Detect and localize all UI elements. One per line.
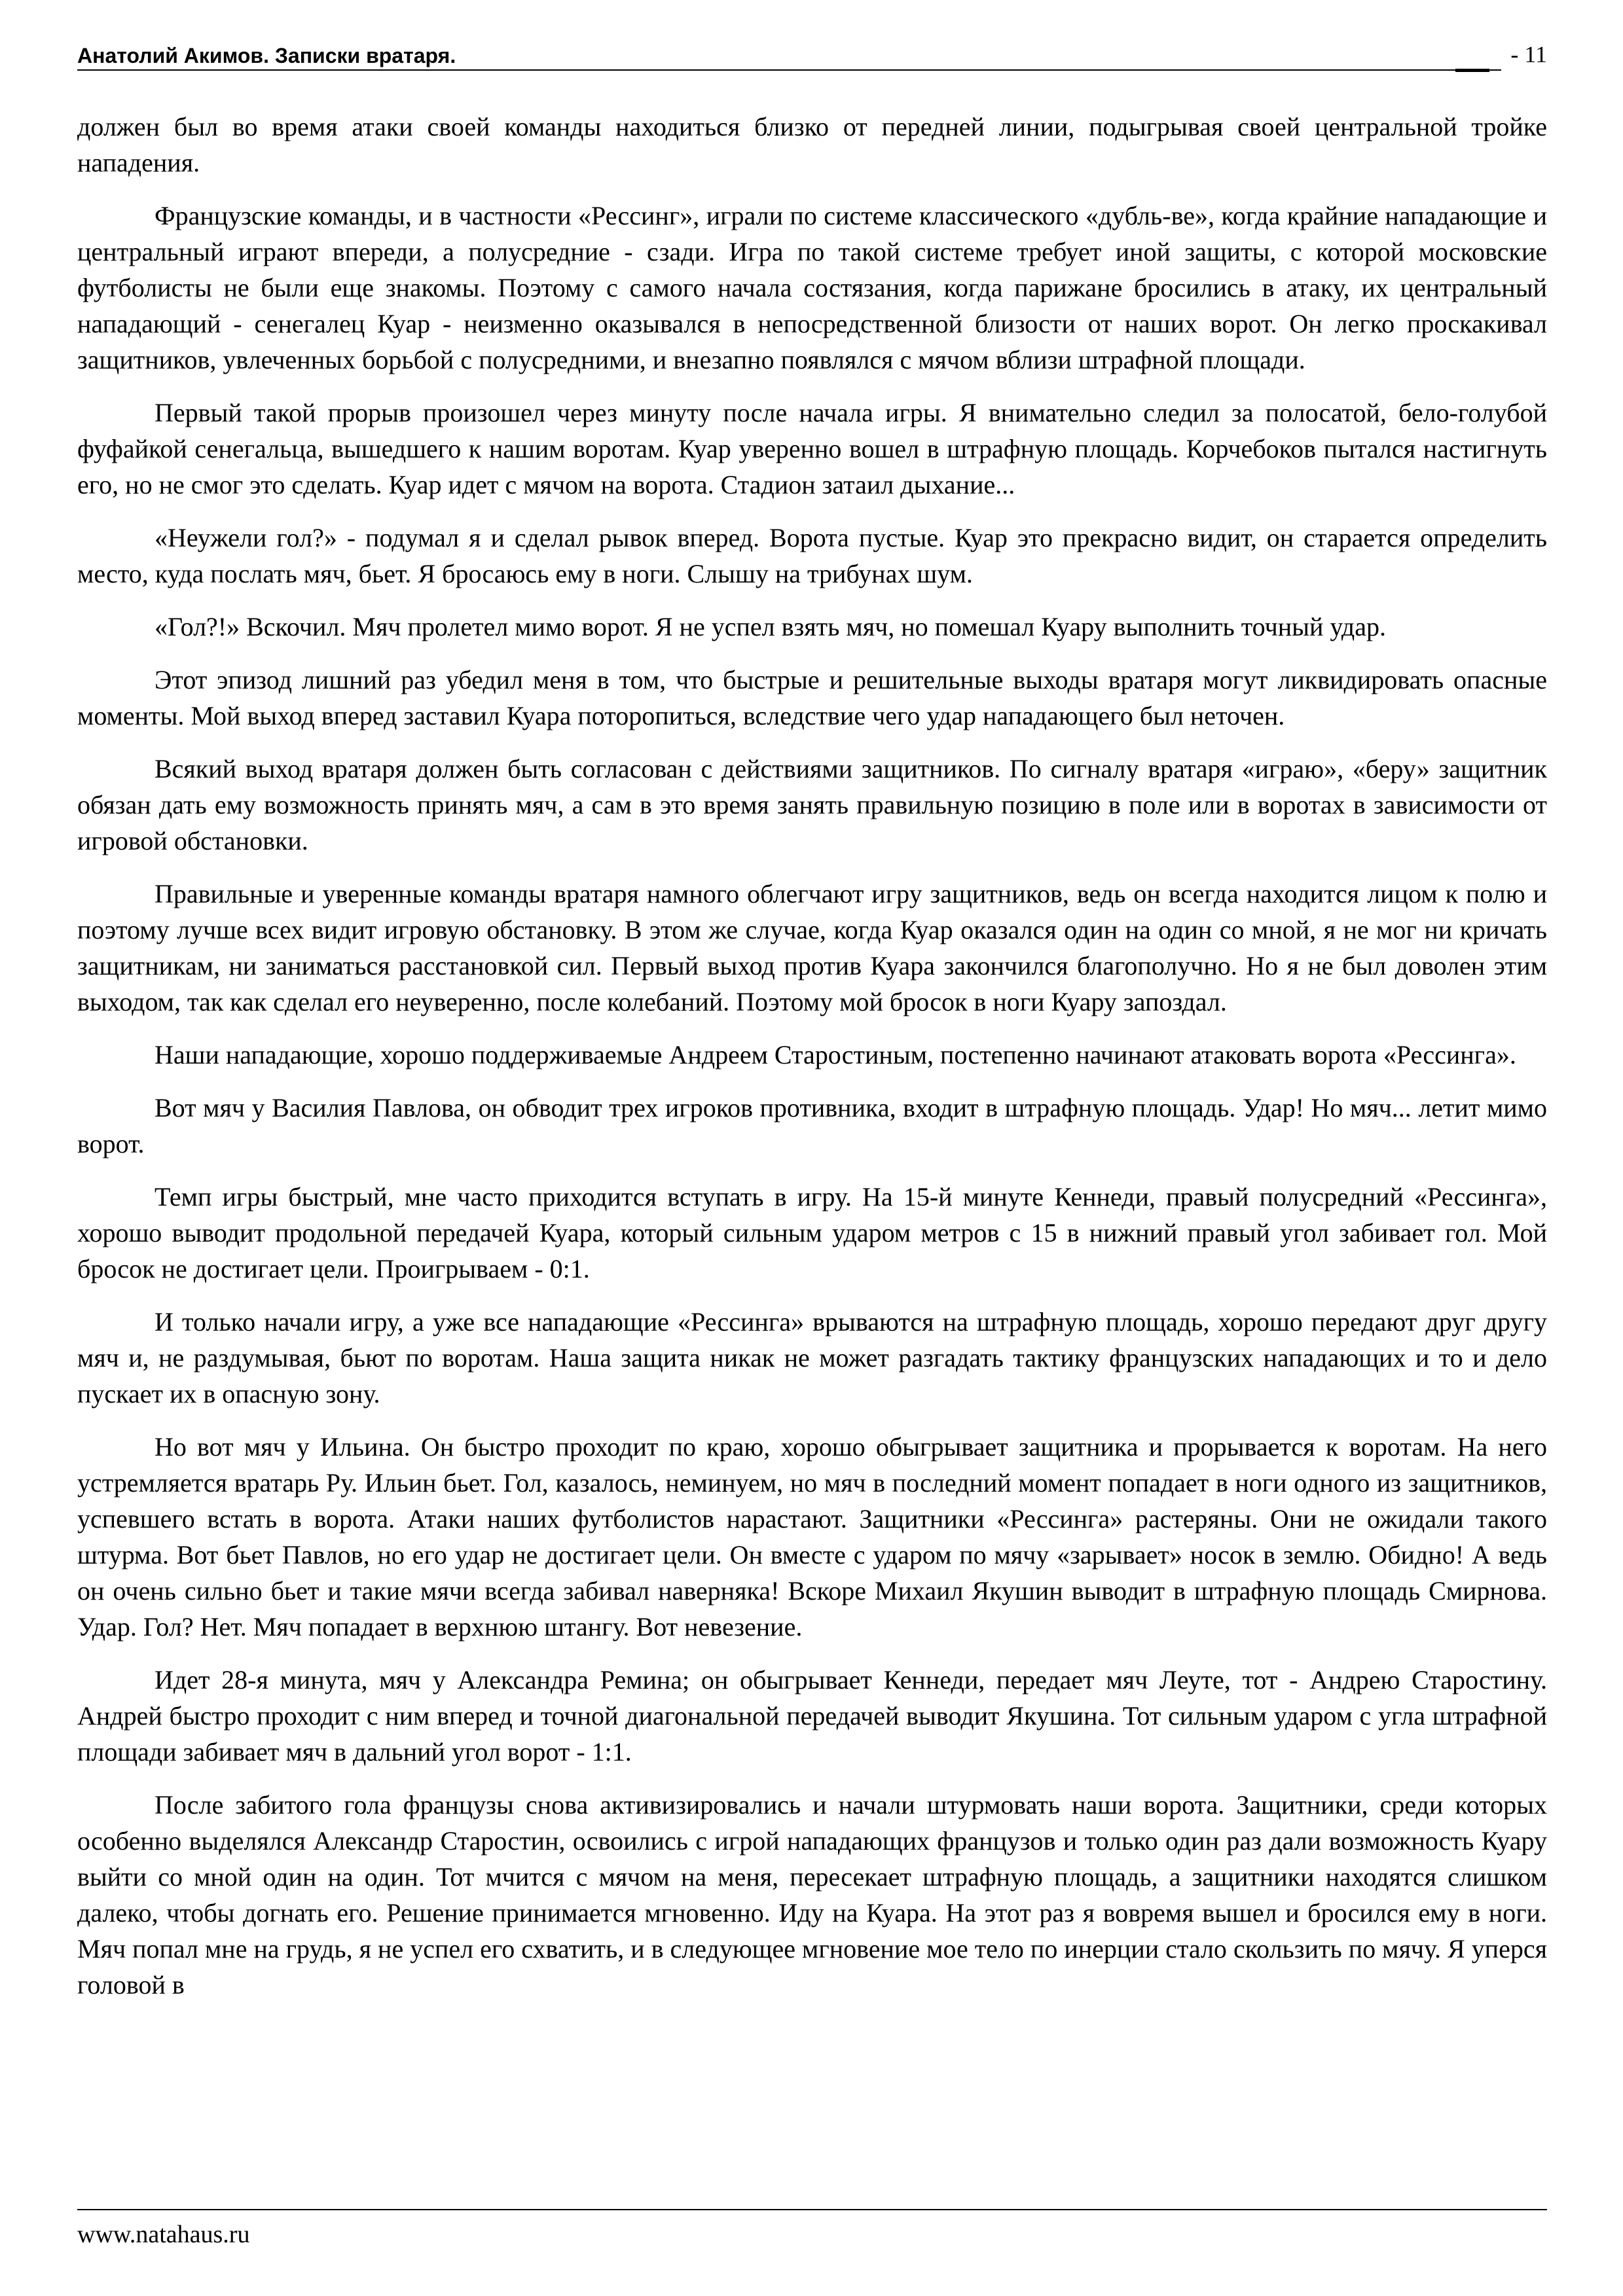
header-title: Анатолий Акимов. Записки вратаря. xyxy=(77,44,456,67)
paragraph: Французские команды, и в частности «Рессинг», играли по системе классического «дубль-ве», когда крайние нападающие и центральный играют впереди, а полусредние - сзади. Игра по такой системе требует иной защиты, с которой московские футболисты не были еще знакомы. Поэтому с самого начала состязания, когда парижане бросились в атаку, их центральный нападающий - сенегалец Куар - неизменно оказывался в непосредственной близости от наших ворот. Он легко проскакивал защитников, увлеченных борьбой с полусредними, и внезапно появлялся с мячом вблизи штрафной площади. xyxy=(77,201,1547,374)
header-rule xyxy=(77,69,1501,71)
paragraph: «Гол?!» Вскочил. Мяч пролетел мимо ворот. Я не успел взять мяч, но помешал Куару выполнить точный удар. xyxy=(155,612,1387,641)
paragraph: После забитого гола французы снова активизировались и начали штурмовать наши ворота. Защитники, среди которых особенно выделялся Александр Старостин, освоились с игрой нападающих французов и только один раз дали возможность Куару выйти со мной один на один. Тот мчится с мячом на меня, пересекает штрафную площадь, а защитники находятся слишком далеко, чтобы догнать его. Решение принимается мгновенно. Иду на Куара. На этот раз я вовремя вышел и бросился ему в ноги. Мяч попал мне на грудь, я не успел его схватить, и в следующее мгновение мое тело по инерции стало скользить по мячу. Я уперся головой в xyxy=(77,1790,1547,2000)
paragraph: «Неужели гол?» - подумал я и сделал рывок вперед. Ворота пустые. Куар это прекрасно видит, он старается определить место, куда послать мяч, бьет. Я бросаюсь ему в ноги. Слышу на трибунах шум. xyxy=(77,523,1547,588)
paragraph: Вот мяч у Василия Павлова, он обводит трех игроков противника, входит в штрафную площадь. Удар! Но мяч... летит мимо ворот. xyxy=(77,1093,1547,1158)
paragraph: Этот эпизод лишний раз убедил меня в том, что быстрые и решительные выходы вратаря могут ликвидировать опасные моменты. Мой выход вперед заставил Куара поторопиться, вследствие чего удар нападающего был неточен. xyxy=(77,665,1547,730)
footer-site-link[interactable]: www.natahaus.ru xyxy=(77,2221,250,2248)
paragraph: Идет 28-я минута, мяч у Александра Ремина; он обыгрывает Кеннеди, передает мяч Леуте, тот - Андрею Старостину. Андрей быстро проходит с ним вперед и точной диагональной передачей выводит Якушина. Тот сильным ударом с угла штрафной площади забивает мяч в дальний угол ворот - 1:1. xyxy=(77,1665,1547,1767)
paragraph: Правильные и уверенные команды вратаря намного облегчают игру защитников, ведь он всегда находится лицом к полю и поэтому лучше всех видит игровую обстановку. В этом же случае, когда Куар оказался один на один со мной, я не мог ни кричать защитникам, ни заниматься расстановкой сил. Первый выход против Куара закончился благополучно. Но я не был доволен этим выходом, так как сделал его неуверенно, после колебаний. Поэтому мой бросок в ноги Куару запоздал. xyxy=(77,879,1547,1016)
body-text xyxy=(77,109,1547,2020)
paragraph: Первый такой прорыв произошел через минуту после начала игры. Я внимательно следил за полосатой, бело-голубой фуфайкой сенегальца, вышедшего к нашим воротам. Куар уверенно вошел в штрафную площадь. Корчебоков пытался настигнуть его, но не смог это сделать. Куар идет с мячом на ворота. Стадион затаил дыхание... xyxy=(77,398,1547,499)
page-header xyxy=(77,38,1547,72)
paragraph: Наши нападающие, хорошо поддерживаемые Андреем Старостиным, постепенно начинают атаковать ворота «Рессинга». xyxy=(155,1040,1516,1069)
paragraph: Всякий выход вратаря должен быть согласован с действиями защитников. По сигналу вратаря «играю», «беру» защитник обязан дать ему возможность принять мяч, а сам в это время занять правильную позицию в поле или в воротах в зависимости от игровой обстановки. xyxy=(77,754,1547,855)
paragraph: И только начали игру, а уже все нападающие «Рессинга» врываются на штрафную площадь, хорошо передают друг другу мяч и, не раздумывая, бьют по воротам. Наша защита никак не может разгадать тактику французских нападающих и то и дело пускает их в опасную зону. xyxy=(77,1307,1547,1408)
header-rule-accent xyxy=(1455,69,1489,72)
footer-rule xyxy=(77,2209,1547,2210)
paragraph: Темп игры быстрый, мне часто приходится вступать в игру. На 15-й минуте Кеннеди, правый полусредний «Рессинга», хорошо выводит продольной передачей Куара, который сильным ударом метров с 15 в нижний правый угол забивает гол. Мой бросок не достигает цели. Проигрываем - 0:1. xyxy=(77,1182,1547,1283)
paragraph: Но вот мяч у Ильина. Он быстро проходит по краю, хорошо обыгрывает защитника и прорывается к воротам. На него устремляется вратарь Ру. Ильин бьет. Гол, казалось, неминуем, но мяч в последний момент попадает в ноги одного из защитников, успевшего встать в ворота. Атаки наших футболистов нарастают. Защитники «Рессинга» растеряны. Они не ожидали такого штурма. Вот бьет Павлов, но его удар не достигает цели. Он вместе с ударом по мячу «зарывает» носок в землю. Обидно! А ведь он очень сильно бьет и такие мячи всегда забивал наверняка! Вскоре Михаил Якушин выводит в штрафную площадь Смирнова. Удар. Гол? Нет. Мяч попадает в верхнюю штангу. Вот невезение. xyxy=(77,1432,1547,1641)
page-number: - 11 xyxy=(1510,41,1547,67)
paragraph: должен был во время атаки своей команды находиться близко от передней линии, подыгрывая своей центральной тройке нападения. xyxy=(77,112,1547,177)
